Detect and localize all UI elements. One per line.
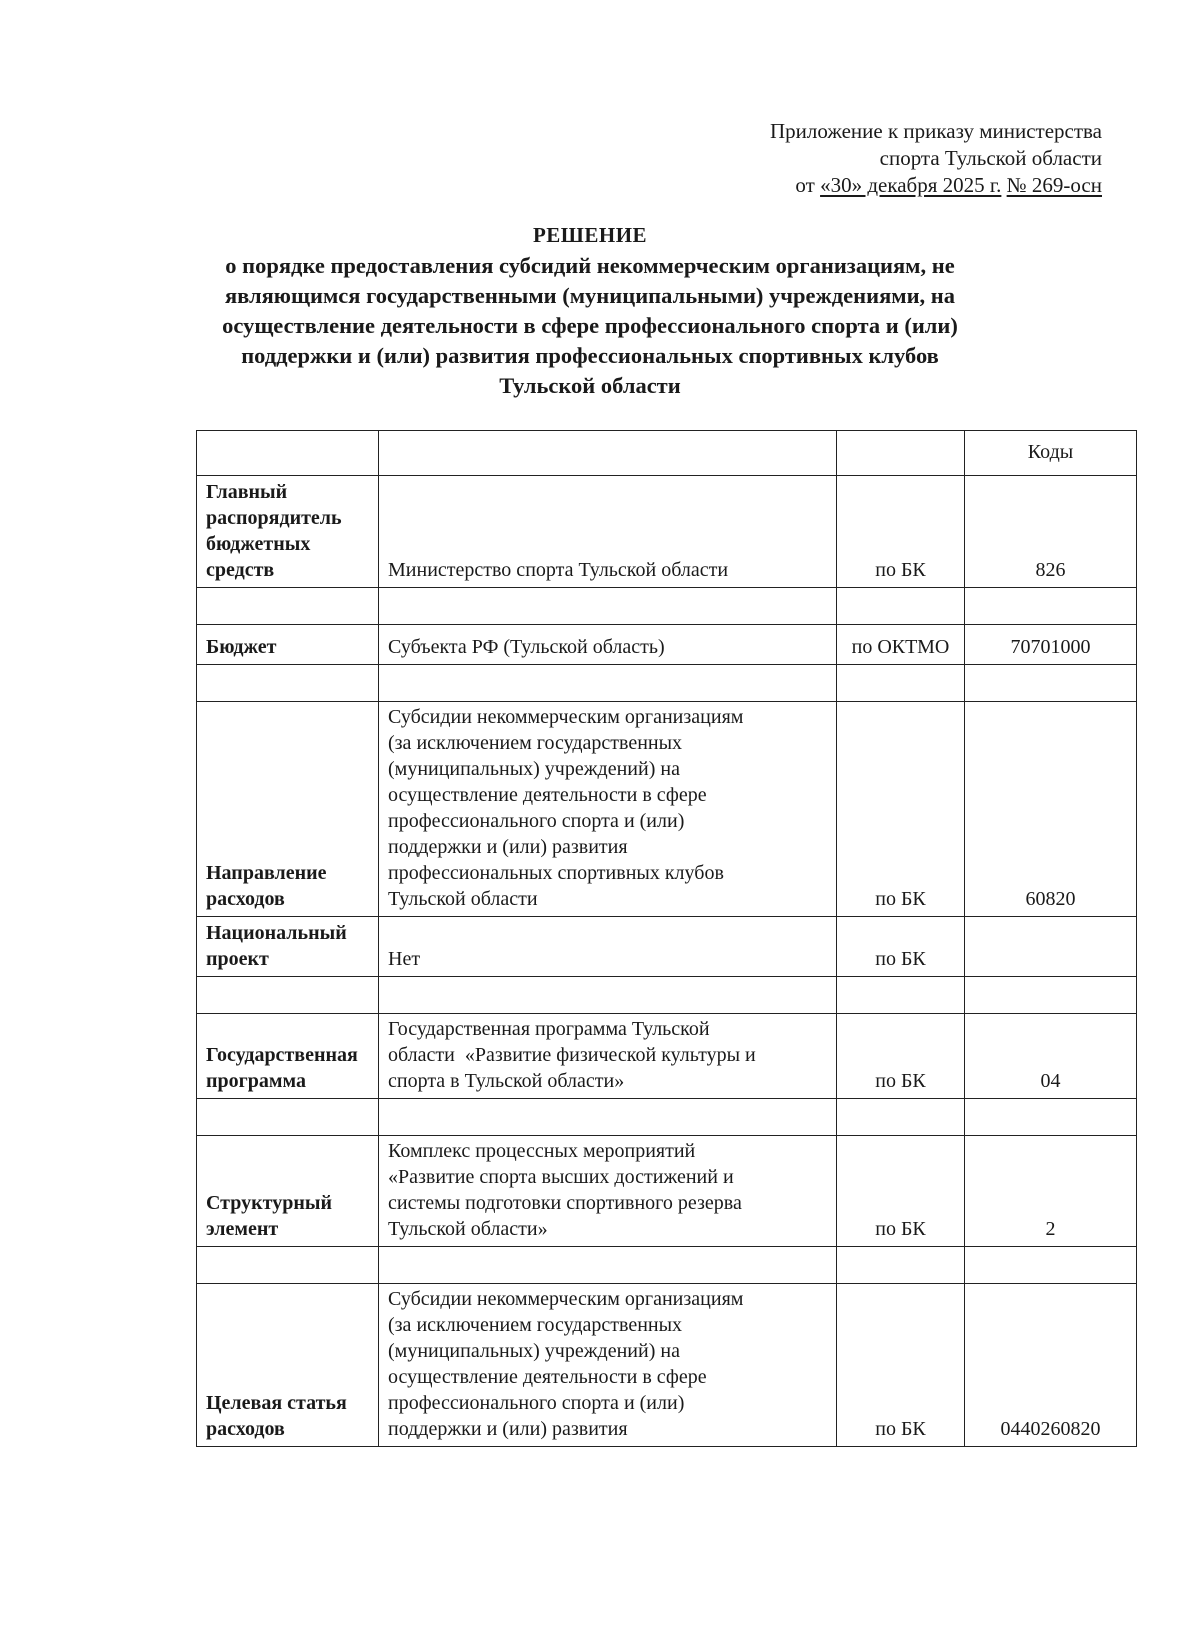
row-content-line: «Развитие спорта высших достижений и	[388, 1166, 734, 1188]
row-content-line: Субсидии некоммерческим организациям	[388, 1288, 744, 1310]
row-label: Бюджет	[197, 625, 379, 665]
row-content-line: (муниципальных) учреждений) на	[388, 1340, 680, 1362]
row-classifier: по БК	[837, 702, 965, 917]
table-row	[197, 625, 1137, 665]
table-cell	[197, 431, 379, 476]
row-content-line: Тульской области»	[388, 1218, 548, 1240]
row-label: Национальный проект	[197, 917, 379, 977]
row-content-line: спорта в Тульской области»	[388, 1070, 625, 1092]
table-row	[197, 1284, 1137, 1447]
row-content	[379, 702, 837, 917]
table-cell	[197, 1247, 379, 1284]
title-subtitle-line: о порядке предоставления субсидий некоммерческим организациям, не	[225, 253, 955, 278]
title-heading: РЕШЕНИЕ	[532, 223, 648, 247]
row-content-line: профессиональных спортивных клубов	[388, 862, 724, 884]
title-subtitle	[190, 251, 990, 401]
row-content	[379, 917, 837, 977]
title-subtitle-line: являющимся государственными (муниципальными) учреждениями, на	[224, 283, 956, 308]
table-spacer-row	[197, 1099, 1137, 1136]
row-code: 0440260820	[965, 1284, 1137, 1447]
row-content-line: Нет	[388, 948, 421, 970]
table-spacer-row	[197, 977, 1137, 1014]
order-reference-line-3	[770, 172, 1102, 199]
title-subtitle-line: поддержки и (или) развития профессиональных спортивных клубов	[241, 343, 939, 368]
table-cell	[965, 1247, 1137, 1284]
order-date: «30» декабря 2025 г.	[820, 173, 1002, 197]
table-spacer-row	[197, 665, 1137, 702]
row-content-line: поддержки и (или) развития	[388, 1418, 628, 1440]
row-content-line: (муниципальных) учреждений) на	[388, 758, 680, 780]
table-cell	[837, 665, 965, 702]
row-label: Государственная программа	[197, 1014, 379, 1099]
table-cell	[197, 1099, 379, 1136]
row-code: 2	[965, 1136, 1137, 1247]
row-classifier: по БК	[837, 1136, 965, 1247]
row-content	[379, 1014, 837, 1099]
order-reference-line-1: Приложение к приказу министерства	[770, 119, 1102, 143]
table-cell	[837, 1099, 965, 1136]
table-cell	[379, 588, 837, 625]
row-content-line: осуществление деятельности в сфере	[388, 784, 707, 806]
table-cell	[379, 1099, 837, 1136]
table-cell	[379, 431, 837, 476]
table-header-row	[197, 431, 1137, 476]
row-content-line: Тульской области	[388, 888, 538, 910]
table-row	[197, 917, 1137, 977]
title-subtitle-line: осуществление деятельности в сфере профессионального спорта и (или)	[222, 313, 958, 338]
row-content-line: осуществление деятельности в сфере	[388, 1366, 707, 1388]
row-content-line: (за исключением государственных	[388, 1314, 683, 1336]
table-cell	[965, 1099, 1137, 1136]
row-content	[379, 476, 837, 588]
row-code	[965, 917, 1137, 977]
table-cell	[197, 588, 379, 625]
row-content	[379, 1136, 837, 1247]
document-title	[190, 222, 990, 401]
row-label: Структурный элемент	[197, 1136, 379, 1247]
table-cell	[965, 588, 1137, 625]
row-content-line: профессионального спорта и (или)	[388, 810, 685, 832]
row-code: 826	[965, 476, 1137, 588]
row-content-line: Субсидии некоммерческим организациям	[388, 706, 744, 728]
row-content-line: поддержки и (или) развития	[388, 836, 628, 858]
table-cell	[837, 431, 965, 476]
row-content-line: Государственная программа Тульской	[388, 1018, 710, 1040]
row-content-line: системы подготовки спортивного резерва	[388, 1192, 742, 1214]
order-date-prefix: от	[795, 173, 821, 197]
table-row	[197, 476, 1137, 588]
budget-codes-table	[196, 430, 1137, 1447]
order-reference-line-2: спорта Тульской области	[879, 146, 1102, 170]
row-code: 04	[965, 1014, 1137, 1099]
row-classifier: по БК	[837, 1284, 965, 1447]
order-reference	[770, 118, 1102, 199]
table-cell	[965, 977, 1137, 1014]
table-cell	[197, 665, 379, 702]
row-code: 60820	[965, 702, 1137, 917]
row-label: Направление расходов	[197, 702, 379, 917]
row-content-line: Комплекс процессных мероприятий	[388, 1140, 696, 1162]
row-classifier: по БК	[837, 476, 965, 588]
table-cell	[379, 665, 837, 702]
row-label: Целевая статья расходов	[197, 1284, 379, 1447]
row-content-line: области «Развитие физической культуры и	[388, 1044, 756, 1066]
row-classifier: по ОКТМО	[837, 625, 965, 665]
row-content	[379, 1284, 837, 1447]
row-label: Главный распорядитель бюджетных средств	[197, 476, 379, 588]
row-classifier: по БК	[837, 1014, 965, 1099]
table-row	[197, 702, 1137, 917]
title-subtitle-line: Тульской области	[499, 373, 681, 398]
table-spacer-row	[197, 1247, 1137, 1284]
row-content-line: (за исключением государственных	[388, 732, 683, 754]
table-cell	[837, 1247, 965, 1284]
order-number: № 269-осн	[1006, 173, 1102, 197]
table-row	[197, 1014, 1137, 1099]
row-content	[379, 625, 837, 665]
row-content-line: Министерство спорта Тульской области	[388, 559, 729, 581]
table-cell	[379, 977, 837, 1014]
row-code: 70701000	[965, 625, 1137, 665]
table-spacer-row	[197, 588, 1137, 625]
table-cell	[837, 977, 965, 1014]
codes-column-header: Коды	[965, 431, 1137, 476]
table-cell	[837, 588, 965, 625]
row-classifier: по БК	[837, 917, 965, 977]
table-cell	[379, 1247, 837, 1284]
table-cell	[197, 977, 379, 1014]
table-row	[197, 1136, 1137, 1247]
row-content-line: профессионального спорта и (или)	[388, 1392, 685, 1414]
row-content-line: Субъекта РФ (Тульской область)	[388, 636, 665, 658]
table-cell	[965, 665, 1137, 702]
